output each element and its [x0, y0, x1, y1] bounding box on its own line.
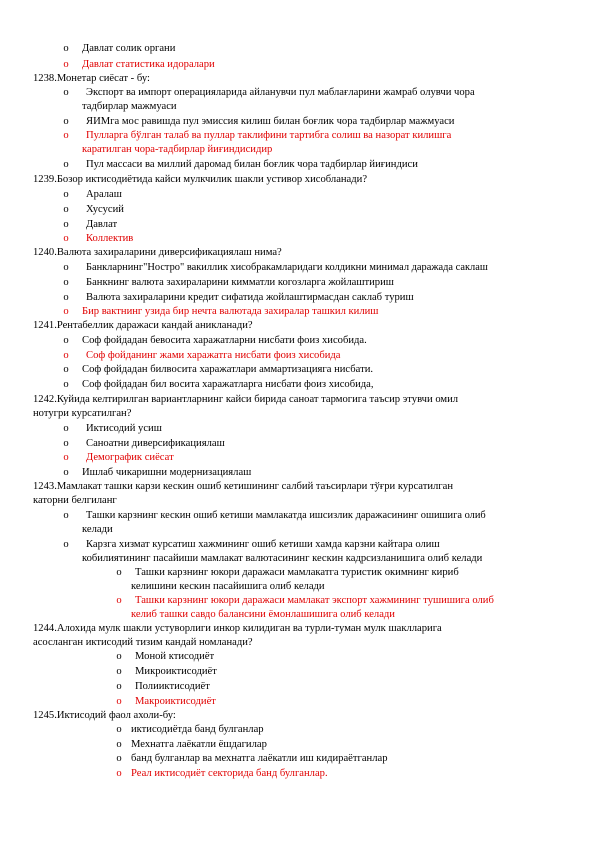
question-text: 1238.Монетар сиёсат - бу: — [33, 73, 150, 84]
answer-option-continuation: келишини кескин пасайишига олиб келади — [131, 581, 325, 592]
question-text-continuation: нотугри курсатилган? — [33, 408, 132, 419]
correct-answer-option: Бир вактнинг узида бир нечта валютада захиралар ташкил килиш — [82, 306, 379, 317]
answer-option: Пул массаси ва миллий даромад билан боғлик чора тадбирлар йиғиндиси — [86, 159, 418, 170]
bullet: o — [63, 438, 69, 449]
answer-option: иктисодиётда банд булганлар — [131, 724, 264, 735]
correct-answer-option: Давлат статистика идоралари — [82, 59, 215, 70]
answer-option-continuation: тадбирлар мажмуаси — [82, 101, 177, 112]
bullet: o — [116, 567, 122, 578]
answer-option: Банкларнинг"Ностро" вакиллик хисобракамларидаги колдикни минимал даражада саклаш — [86, 262, 488, 273]
question-text: 1240.Валюта захираларини диверсификациялаш нима? — [33, 247, 282, 258]
bullet: o — [63, 364, 69, 375]
answer-option: Саноатни диверсификациялаш — [86, 438, 225, 449]
bullet: o — [63, 350, 69, 361]
bullet: o — [63, 452, 69, 463]
bullet: o — [63, 59, 69, 70]
bullet: o — [116, 724, 122, 735]
bullet: o — [63, 130, 69, 141]
answer-option: Иктисодий усиш — [86, 423, 162, 434]
answer-option: Моной ктисодиёт — [135, 651, 215, 662]
bullet: o — [63, 159, 69, 170]
correct-answer-option: Коллектив — [86, 233, 134, 244]
answer-option: Давлат — [86, 219, 118, 230]
correct-answer-continuation: каратилган чора-тадбирлар йиғиндисидир — [82, 144, 273, 155]
answer-option: Микроиктисодиёт — [135, 666, 217, 677]
correct-answer-option: Ташки карзнинг юкори даражаси мамлакат экспорт хажмининг тушишига олиб — [135, 595, 494, 606]
bullet: o — [63, 43, 69, 54]
answer-option: банд булганлар ва мехнатга лаёкатли иш кидираётганлар — [131, 753, 388, 764]
bullet: o — [116, 696, 122, 707]
bullet: o — [63, 116, 69, 127]
question-text: 1239.Бозор иктисодиётида кайси мулкчилик шакли устивор хисобланади? — [33, 174, 368, 185]
answer-option: Ташки карзнинг кескин ошиб кетиши мамлакатда ишсизлик даражасининг ошишига олиб — [86, 510, 486, 521]
correct-answer-option: Пулларга бўлган талаб ва пуллар таклифини тартибга солиш ва назорат килишга — [86, 130, 452, 141]
answer-option: Банкнинг валюта захираларини кимматли когозларга жойлаштириш — [86, 277, 394, 288]
question-text: 1244.Алохида мулк шакли устуворлиги инкор килидиган ва турли-туман мулк шаклларига — [33, 623, 442, 634]
bullet: o — [116, 651, 122, 662]
bullet: o — [116, 753, 122, 764]
correct-answer-option: Демографик сиёсат — [86, 452, 174, 463]
answer-option: Экспорт ва импорт операцияларида айланувчи пул маблағларини жамраб олувчи чора — [86, 87, 475, 98]
bullet: o — [63, 539, 69, 550]
bullet: o — [116, 768, 122, 779]
answer-option-continuation: кобилиятининг пасайиши мамлакат валютасининг кескин кадрсизланишига олиб келади — [82, 553, 483, 564]
answer-option: Мехнатга лаёкатли ёшдагилар — [131, 739, 267, 750]
question-text: 1242.Куйида келтирилган вариантларнинг кайси бирида саноат тармогига таъсир этувчи омил — [33, 394, 459, 405]
bullet: o — [63, 233, 69, 244]
bullet: o — [63, 204, 69, 215]
correct-answer-option: Реал иктисодиёт секторида банд булганлар. — [131, 768, 328, 779]
bullet: o — [63, 262, 69, 273]
answer-option: Полииктисодиёт — [135, 681, 210, 692]
question-text-continuation: асосланган иктисодий тизим кандай номланади? — [33, 637, 253, 648]
correct-answer-option: Макроиктисодиёт — [135, 696, 216, 707]
bullet: o — [63, 306, 69, 317]
bullet: o — [116, 595, 122, 606]
question-text: 1241.Рентабеллик даражаси кандай аникланади? — [33, 320, 253, 331]
correct-answer-continuation: келиб ташки савдо балансини ёмонлашишига олиб келади — [131, 609, 395, 620]
answer-option: Хусусий — [86, 204, 124, 215]
bullet: o — [63, 219, 69, 230]
bullet: o — [63, 423, 69, 434]
bullet: o — [116, 739, 122, 750]
answer-option: Ташки карзнинг юкори даражаси мамлакатга туристик окимнинг кириб — [135, 567, 459, 578]
bullet: o — [116, 666, 122, 677]
bullet: o — [63, 379, 69, 390]
question-text-continuation: каторни белгиланг — [33, 495, 117, 506]
answer-option: ЯИМга мос равишда пул эмиссия килиш билан боғлик чора тадбирлар мажмуаси — [86, 116, 455, 127]
answer-option-continuation: келади — [82, 524, 113, 535]
question-text: 1245.Иктисодий фаол ахоли-бу: — [33, 710, 176, 721]
answer-option: Аралаш — [86, 189, 122, 200]
bullet: o — [63, 335, 69, 346]
answer-option: Ишлаб чикаришни модернизациялаш — [82, 467, 252, 478]
correct-answer-option: Соф фойданинг жами харажатга нисбати фоиз хисобида — [86, 350, 341, 361]
bullet: o — [63, 510, 69, 521]
answer-option: Карзга хизмат курсатиш хажмининг ошиб кетиши хамда карзни кайтара олиш — [86, 539, 440, 550]
bullet: o — [63, 87, 69, 98]
question-text: 1243.Мамлакат ташки карзи кескин ошиб кетишининг салбий таъсирлари тўғри курсатилган — [33, 481, 453, 492]
bullet: o — [63, 277, 69, 288]
answer-option: Давлат солик органи — [82, 43, 176, 54]
answer-option: Валюта захираларини кредит сифатида жойлаштирмасдан саклаб туриш — [86, 292, 414, 303]
answer-option: Соф фойдадан бил восита харажатларга нисбати фоиз хисобида, — [82, 379, 374, 390]
bullet: o — [63, 467, 69, 478]
bullet: o — [63, 292, 69, 303]
answer-option: Соф фойдадан билвосита харажатлари аммартизацияга нисбати. — [82, 364, 374, 375]
bullet: o — [63, 189, 69, 200]
answer-option: Соф фойдадан бевосита харажатларни нисбати фоиз хисобида. — [82, 335, 367, 346]
bullet: o — [116, 681, 122, 692]
